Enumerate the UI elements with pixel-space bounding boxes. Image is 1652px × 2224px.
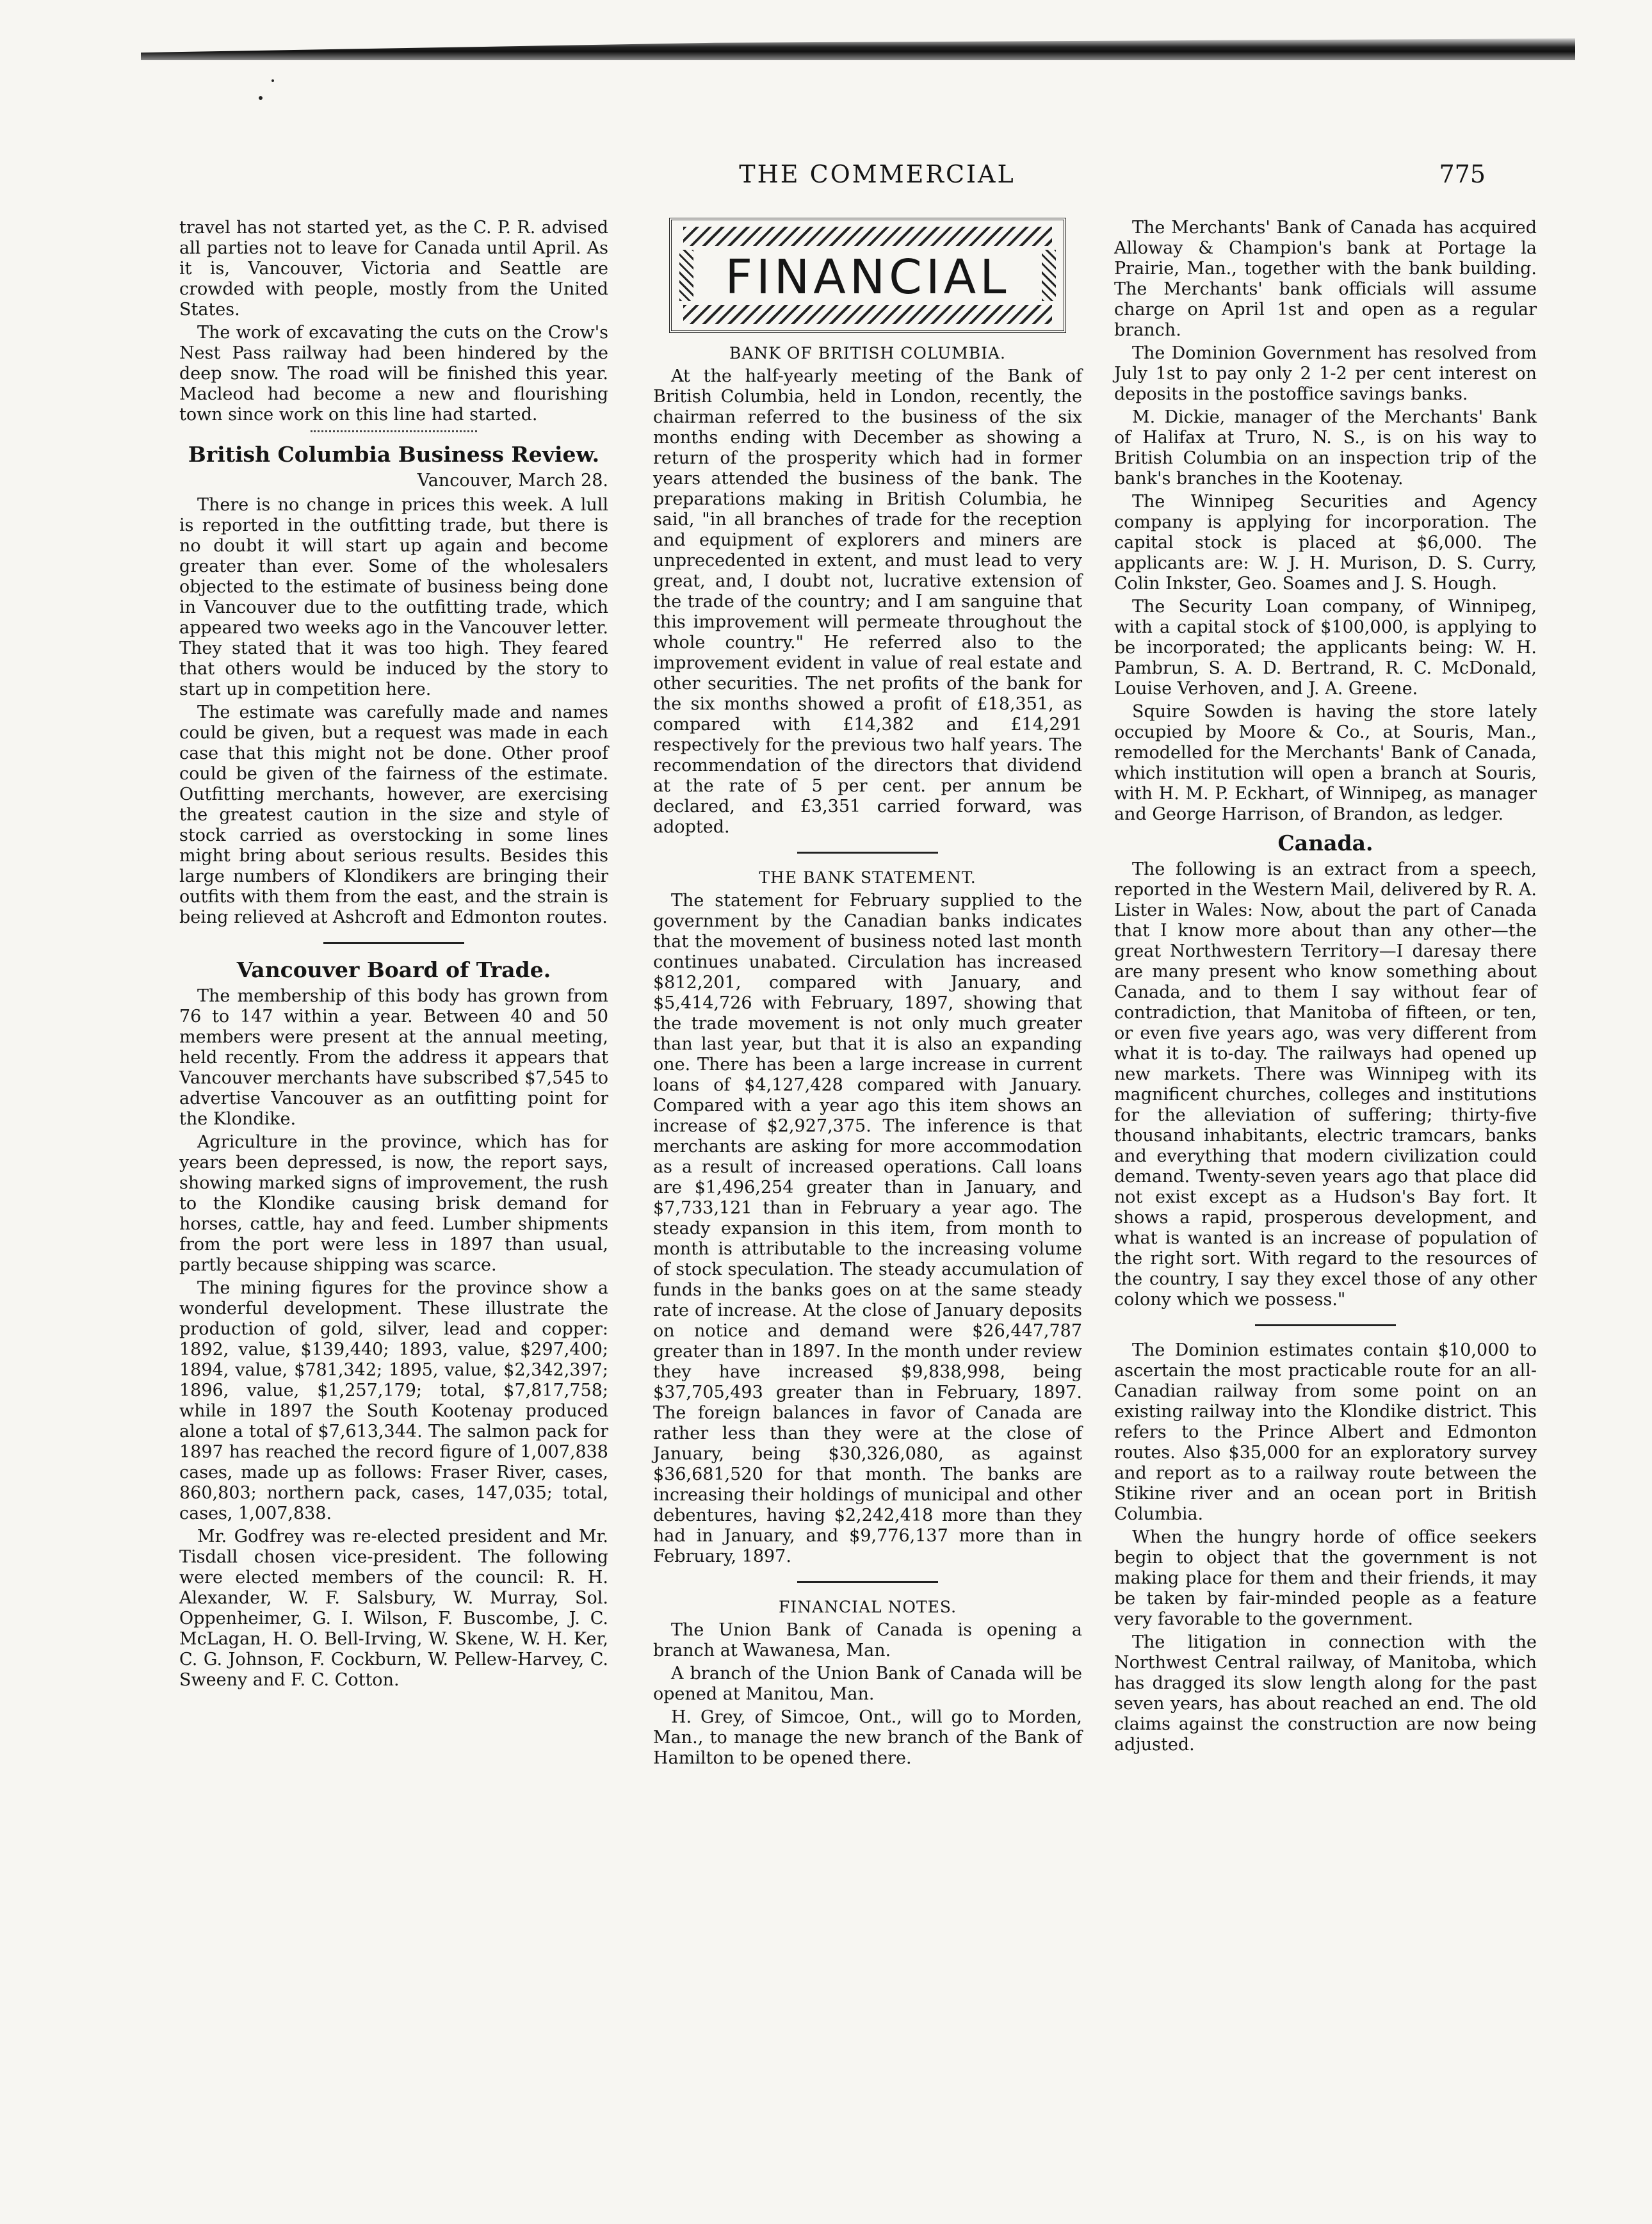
dateline: Vancouver, March 28. <box>417 471 608 491</box>
financial-banner <box>669 218 1066 333</box>
separator <box>797 1581 938 1583</box>
paragraph: The work of excavating the cuts on the Crow's Nest Pass railway had been hindered by the deep snow. The road will be finished this year. Macleod had become a new and flourishing town since work on this line had started. <box>179 323 608 425</box>
banner-title: FINANCIAL <box>725 250 1010 305</box>
publication-title: THE COMMERCIAL <box>739 160 1016 188</box>
section-heading: THE BANK STATEMENT. <box>759 868 976 887</box>
paragraph: The following is an extract from a speech, reported in the Western Mail, delivered by R. A. Lister in Wales: Now, about the part of Canada that I know more about than any other—the great Northwestern Territory—I daresay there are many present who know something about Canada, and to them I say without fear of contradiction, that Manitoba of fifteen, or ten, or even five years ago, was very different from what it is to-day. The railways had opened up new markets. There was Winnipeg with its magnificent churches, colleges and institutions for the alleviation of suffering; thirty-five thousand inhabitants, electric tramcars, banks and everything that modern civilization could demand. Twenty-seven years ago that place did not exist except as a Hudson's Bay fort. It shows a rapid, prosperous development, and what is wanted is an increase of population of the right sort. With regard to the resources of the country, I say they excel those of any other colony which we possess." <box>1114 859 1537 1310</box>
paragraph: H. Grey, of Simcoe, Ont., will go to Morden, Man., to manage the new branch of the Bank of Hamilton to be opened there. <box>653 1707 1082 1768</box>
speck <box>259 96 263 100</box>
paragraph: The membership of this body has grown from 76 to 147 within a year. Between 40 and 50 members were present at the annual meeting, held recently. From the address it appears that Vancouver merchants have subscribed $7,545 to advertise Vancouver as an outfitting point for the Klondike. <box>179 986 608 1129</box>
ornament <box>683 227 1052 246</box>
paragraph: The mining figures for the province show a wonderful development. These illustrate the production of gold, silver, lead and copper: 1892, value, $139,440; 1893, value, $297,400; 1894, value, $781,342; 1895, value, $2,342,397; 1896, value, $1,257,179; total, $7,817,758; while in 1897 the South Kootenay produced alone a total of $7,613,344. The salmon pack for 1897 has reached the record figure of 1,007,838 cases, made up as follows: Fraser River, cases, 860,803; northern pack, cases, 147,035; total, cases, 1,007,838. <box>179 1278 608 1523</box>
paragraph: travel has not started yet, as the C. P. R. advised all parties not to leave for Canada until April. As it is, Vancouver, Victoria and Seattle are crowded with people, mostly from the United States. <box>179 218 608 320</box>
paragraph: At the half-yearly meeting of the Bank of British Columbia, held in London, recently, the chairman referred to the business of the six months ending with December as showing a return of the prosperity which had in former years attended the business of the bank. The preparations making in British Columbia, he said, "in all branches of trade for the reception and equipment of explorers and miners are unprecedented in extent, and must lead to very great, and, I doubt not, lucrative extension of the trade of the country; and I am sanguine that this improvement will permeate throughout the whole country." He referred also to the improvement evident in value of real estate and other securities. The net profits of the bank for the six months showed a profit of £18,351, as compared with £14,382 and £14,291 respectively for the previous two half years. The recommendation of the directors that dividend at the rate of 5 per cent. per annum be declared, and £3,351 carried forward, was adopted. <box>653 366 1082 837</box>
section-heading: British Columbia Business Review. <box>188 442 600 467</box>
paragraph: There is no change in prices this week. A lull is reported in the outfitting trade, but there is no doubt it will start up again and become greater than ever. Some of the wholesalers objected to the estimate of business being done in Vancouver due to the outfitting trade, which appeared two weeks ago in the Vancouver letter. They stated that it was too high. They feared that others would be induced by the story to start up in competition here. <box>179 495 608 699</box>
paragraph: The Union Bank of Canada is opening a branch at Wawanesa, Man. <box>653 1620 1082 1660</box>
paragraph: Agriculture in the province, which has for years been depressed, is now, the report says, showing marked signs of improvement, the rush to the Klondike causing brisk demand for horses, cattle, hay and feed. Lumber shipments from the port were less in 1897 than usual, partly because shipping was scarce. <box>179 1132 608 1275</box>
paragraph: Mr. Godfrey was re-elected president and Mr. Tisdall chosen vice-president. The following were elected members of the council: R. H. Alexander, W. F. Salsbury, W. Murray, Sol. Oppenheimer, G. I. Wilson, F. Buscombe, J. C. McLagan, H. O. Bell-Irving, W. Skene, W. H. Ker, C. G. Johnson, F. Cockburn, W. Pellew-Harvey, C. Sweeny and F. C. Cotton. <box>179 1527 608 1690</box>
paragraph: M. Dickie, manager of the Merchants' Bank of Halifax at Truro, N. S., is on his way to British Columbia on an inspection trip of the bank's branches in the Kootenay. <box>1114 407 1537 489</box>
ornament <box>683 305 1052 324</box>
paragraph: The litigation in connection with the Northwest Central railway, of Manitoba, which has dragged its slow length along for the past seven years, has about reached an end. The old claims against the construction are now being adjusted. <box>1114 1632 1537 1755</box>
paragraph: Squire Sowden is having the store lately occupied by Moore & Co., at Souris, Man., remodelled for the Merchants' Bank of Canada, which institution will open a branch at Souris, with H. M. P. Eckhart, of Winnipeg, as manager and George Harrison, of Brandon, as ledger. <box>1114 702 1537 824</box>
separator <box>1255 1324 1396 1326</box>
column-left <box>179 218 608 1693</box>
page-number: 775 <box>1439 160 1486 188</box>
section-heading: BANK OF BRITISH COLUMBIA. <box>729 344 1006 362</box>
ornament <box>1042 250 1056 301</box>
separator <box>797 852 938 854</box>
section-heading: Vancouver Board of Trade. <box>236 957 551 982</box>
paragraph: A branch of the Union Bank of Canada will be opened at Manitou, Man. <box>653 1664 1082 1704</box>
separator <box>311 430 477 432</box>
paragraph: The statement for February supplied to the government by the Canadian banks indicates that the movement of business noted last month continues unabated. Circulation has increased $812,201, compared with January, and $5,414,726 with February, 1897, showing that the trade movement is not only much greater than last year, but that it is also an expanding one. There has been a large increase in current loans of $4,127,428 compared with January. Compared with a year ago this item shows an increase of $2,927,375. The inference is that merchants are asking for more accommodation as a result of increased operations. Call loans are $1,496,254 greater than in January, and $7,733,121 than in February a year ago. The steady expansion in this item, from month to month is attributable to the increasing volume of stock speculation. The steady accumulation of funds in the banks goes on at the same steady rate of increase. At the close of January deposits on notice and demand were $26,447,787 greater than in 1897. In the month under review they have increased $9,838,998, being $37,705,493 greater than in February, 1897. The foreign balances in favor of Canada are rather less than they were at the close of January, being $30,326,080, as against $36,681,520 for that month. The banks are increasing their holdings of municipal and other debentures, having $2,242,418 more than they had in January, and $9,776,137 more than in February, 1897. <box>653 891 1082 1566</box>
paragraph: The Merchants' Bank of Canada has acquired Alloway & Champion's bank at Portage la Prairie, Man., together with the bank building. The Merchants' bank officials will assume charge on April 1st and open as a regular branch. <box>1114 218 1537 340</box>
paragraph: The Dominion estimates contain $10,000 to ascertain the most practicable route for an all-Canadian railway from some point on an existing railway into the Klondike district. This refers to the Prince Albert and Edmonton routes. Also $35,000 for an exploratory survey and report as to a railway route between the Stikine river and an ocean port in British Columbia. <box>1114 1340 1537 1524</box>
separator <box>323 942 464 944</box>
paragraph: The estimate was carefully made and names could be given, but a request was made in each case that this might not be done. Other proof could be given of the fairness of the estimate. Outfitting merchants, however, are exercising the greatest caution in the size and style of stock carried as overstocking in some lines might bring about serious results. Besides this large numbers of Klondikers are bringing their outfits with them from the east, and the strain is being relieved at Ashcroft and Edmonton routes. <box>179 702 608 927</box>
paragraph: The Dominion Government has resolved from July 1st to pay only 2 1-2 per cent interest on deposits in the postoffice savings banks. <box>1114 343 1537 404</box>
paragraph: When the hungry horde of office seekers begin to object that the government is not making place for them and their friends, it may be taken by fair-minded people as a feature very favorable to the government. <box>1114 1527 1537 1629</box>
section-heading: Canada. <box>1277 831 1373 856</box>
top-rule-smudge <box>141 38 1575 60</box>
column-middle <box>653 218 1082 1771</box>
paragraph: The Winnipeg Securities and Agency company is applying for incorporation. The capital stock is placed at $6,000. The applicants are: W. J. H. Murison, D. S. Curry, Colin Inkster, Geo. Soames and J. S. Hough. <box>1114 492 1537 594</box>
column-right <box>1114 218 1537 1758</box>
paragraph: The Security Loan company, of Winnipeg, with a capital stock of $100,000, is applying to be incorporated; the applicants being: W. H. Pambrun, S. A. D. Bertrand, R. C. McDonald, Louise Verhoven, and J. A. Greene. <box>1114 597 1537 699</box>
speck <box>271 79 274 82</box>
section-heading: FINANCIAL NOTES. <box>778 1598 957 1616</box>
